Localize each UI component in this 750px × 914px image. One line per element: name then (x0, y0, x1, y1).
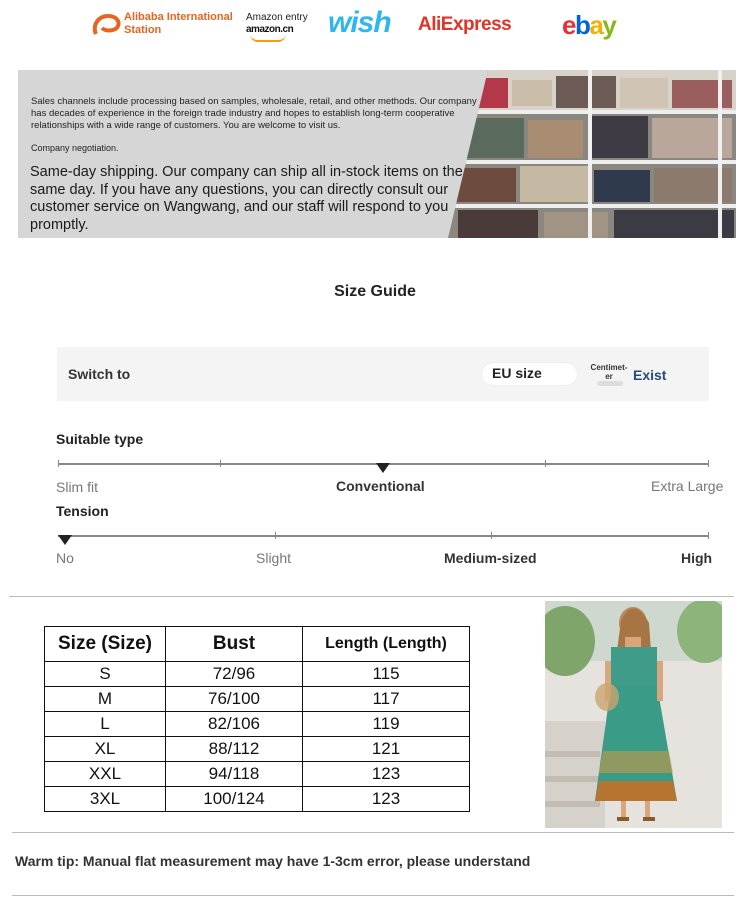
exist-label: Exist (633, 367, 667, 383)
length-cell: 117 (303, 687, 470, 712)
table-row (45, 712, 470, 737)
warm-tip-text: Warm tip: Manual flat measurement may have 1-3cm error, please understand (15, 853, 531, 869)
section-divider (9, 596, 734, 597)
suitable-type-tick (545, 460, 546, 467)
warehouse-photo (448, 70, 736, 238)
tension-label: Medium-sized (444, 550, 537, 566)
suitable-type-label: Extra Large (651, 478, 724, 494)
tension-label: High (681, 550, 713, 566)
size-cell: S (45, 662, 166, 687)
amazon-logo (246, 12, 316, 40)
ebay-letter-e: e (562, 10, 575, 40)
amazon-smile-icon (250, 34, 286, 42)
bust-cell: 76/100 (166, 687, 303, 712)
eu-size-label: EU size (492, 365, 542, 381)
alibaba-logo-text: Alibaba International Station (124, 11, 233, 36)
section-divider (12, 895, 734, 896)
size-guide-title: Size Guide (334, 283, 416, 300)
banner-intro-text: Sales channels include processing based on samples, wholesale, retail, and other methods. Our company has decades of experience in the foreign trade industry and hopes to establish long-term cooperative relationships with a wide range of customers. You are welcome to visit us. (31, 96, 477, 131)
ebay-letter-b: b (574, 10, 590, 40)
suitable-type-marker (376, 463, 390, 473)
ebay-letter-y: y (602, 10, 616, 40)
size-cell: 3XL (45, 787, 166, 812)
length-cell: 123 (303, 762, 470, 787)
size-table (44, 626, 470, 812)
banner-shipping-text: Same-day shipping. Our company can ship all in-stock items on the same day. If you have any questions, you can directly consult our customer service on Wangwang, and our staff will respond to you promptly. (30, 164, 463, 233)
alibaba-mark-icon (92, 12, 122, 38)
tension-tick (708, 532, 709, 539)
tension-track (58, 535, 709, 537)
bust-cell: 72/96 (166, 662, 303, 687)
product-photo (545, 601, 722, 828)
section-divider (12, 832, 734, 833)
table-row (45, 687, 470, 712)
table-row (45, 762, 470, 787)
size-cell: XL (45, 737, 166, 762)
size-column-header: Size (Size) (45, 627, 166, 662)
centimeter-toggle[interactable] (589, 361, 627, 387)
table-row (45, 737, 470, 762)
bust-cell: 100/124 (166, 787, 303, 812)
tension-label: Slight (256, 550, 292, 566)
suitable-type-label-selected: Conventional (336, 478, 425, 494)
suitable-type-label: Slim fit (56, 479, 98, 495)
ebay-letter-a: a (589, 10, 603, 40)
length-cell: 121 (303, 737, 470, 762)
unit-switch-bar (57, 347, 709, 401)
length-cell: 119 (303, 712, 470, 737)
suitable-type-tick (220, 460, 221, 467)
length-cell: 115 (303, 662, 470, 687)
banner-note: Company negotiation. (31, 143, 119, 153)
tension-tick (491, 532, 492, 539)
tension-label: No (56, 550, 74, 566)
bust-cell: 94/118 (166, 762, 303, 787)
table-row (45, 662, 470, 687)
size-cell: L (45, 712, 166, 737)
length-column-header: Length (Length) (303, 627, 470, 662)
bust-cell: 82/106 (166, 712, 303, 737)
tension-marker (58, 535, 72, 545)
size-cell: XXL (45, 762, 166, 787)
switch-label: Switch to (68, 366, 131, 382)
alibaba-logo (92, 10, 237, 40)
tension-tick (275, 532, 276, 539)
tension-title: Tension (56, 503, 109, 519)
bust-cell: 88/112 (166, 737, 303, 762)
suitable-type-tick (708, 460, 709, 467)
eu-size-button[interactable] (482, 363, 577, 385)
company-banner (18, 70, 736, 238)
ebay-logo (562, 10, 615, 41)
toggle-knob (597, 381, 623, 386)
amazon-logo-text: amazon.cn (246, 24, 294, 35)
aliexpress-logo: AliExpress (418, 14, 512, 35)
size-table-header-row (45, 627, 470, 662)
length-cell: 123 (303, 787, 470, 812)
suitable-type-title: Suitable type (56, 431, 144, 447)
suitable-type-tick (58, 460, 59, 467)
amazon-logo-caption: Amazon entry (246, 12, 308, 23)
bust-column-header: Bust (166, 627, 303, 662)
centimeter-label: Centimet-er (590, 363, 628, 381)
wish-logo: wish (328, 6, 391, 39)
table-row (45, 787, 470, 812)
size-cell: M (45, 687, 166, 712)
